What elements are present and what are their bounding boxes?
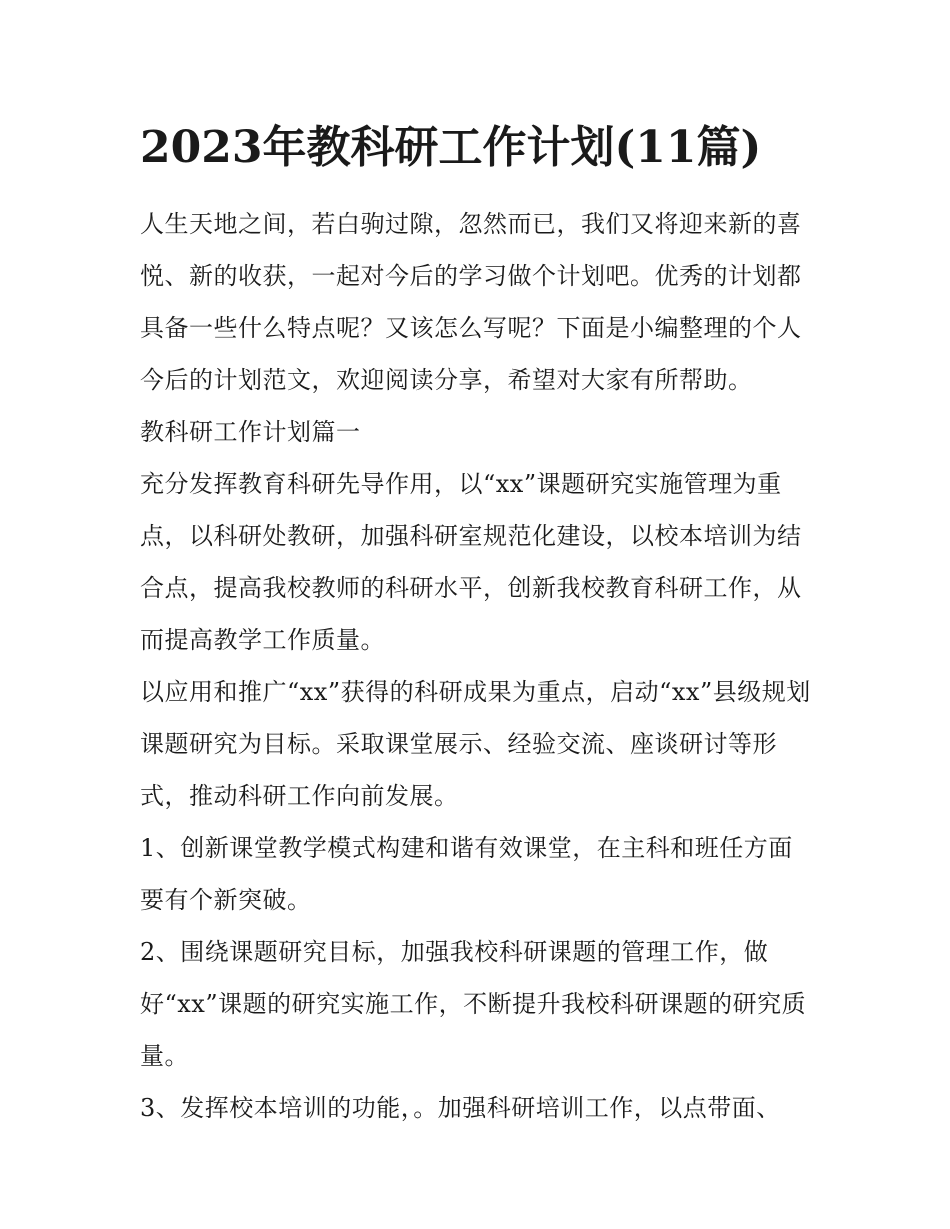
- text-line: 充分发挥教育科研先导作用，以“xx”课题研究实施管理为重: [140, 470, 782, 498]
- list-item-line: 要有个新突破。: [140, 886, 312, 914]
- text-line: 以应用和推广“xx”获得的科研成果为重点，启动“xx”县级规划: [140, 678, 811, 706]
- list-item-line: 量。: [140, 1042, 189, 1070]
- text-line: 点，以科研处教研，加强科研室规范化建设，以校本培训为结: [140, 522, 802, 550]
- list-item-line: 好“xx”课题的研究实施工作，不断提升我校科研课题的研究质: [140, 990, 807, 1018]
- document-body: [140, 198, 820, 1134]
- list-item-line: 2、围绕课题研究目标，加强我校科研课题的管理工作，做: [140, 938, 769, 966]
- document-title: 2023年教科研工作计划(11篇): [140, 122, 762, 173]
- list-item-line: 3、发挥校本培训的功能，。加强科研培训工作，以点带面、: [140, 1094, 781, 1122]
- text-line: 今后的计划范文，欢迎阅读分享，希望对大家有所帮助。: [140, 366, 753, 394]
- section-heading: 教科研工作计划篇一: [140, 418, 361, 446]
- list-item-line: 1、创新课堂教学模式构建和谐有效课堂，在主科和班任方面: [140, 834, 793, 862]
- text-line: 而提高教学工作质量。: [140, 626, 385, 654]
- text-line: 具备一些什么特点呢？又该怎么写呢？下面是小编整理的个人: [140, 314, 802, 342]
- text-line: 合点，提高我校教师的科研水平，创新我校教育科研工作，从: [140, 574, 802, 602]
- text-line: 式，推动科研工作向前发展。: [140, 782, 459, 810]
- text-line: 悦、新的收获，一起对今后的学习做个计划吧。优秀的计划都: [140, 262, 802, 290]
- text-line: 课题研究为目标。采取课堂展示、经验交流、座谈研讨等形: [140, 730, 777, 758]
- text-line: 人生天地之间，若白驹过隙，忽然而已，我们又将迎来新的喜: [140, 210, 802, 238]
